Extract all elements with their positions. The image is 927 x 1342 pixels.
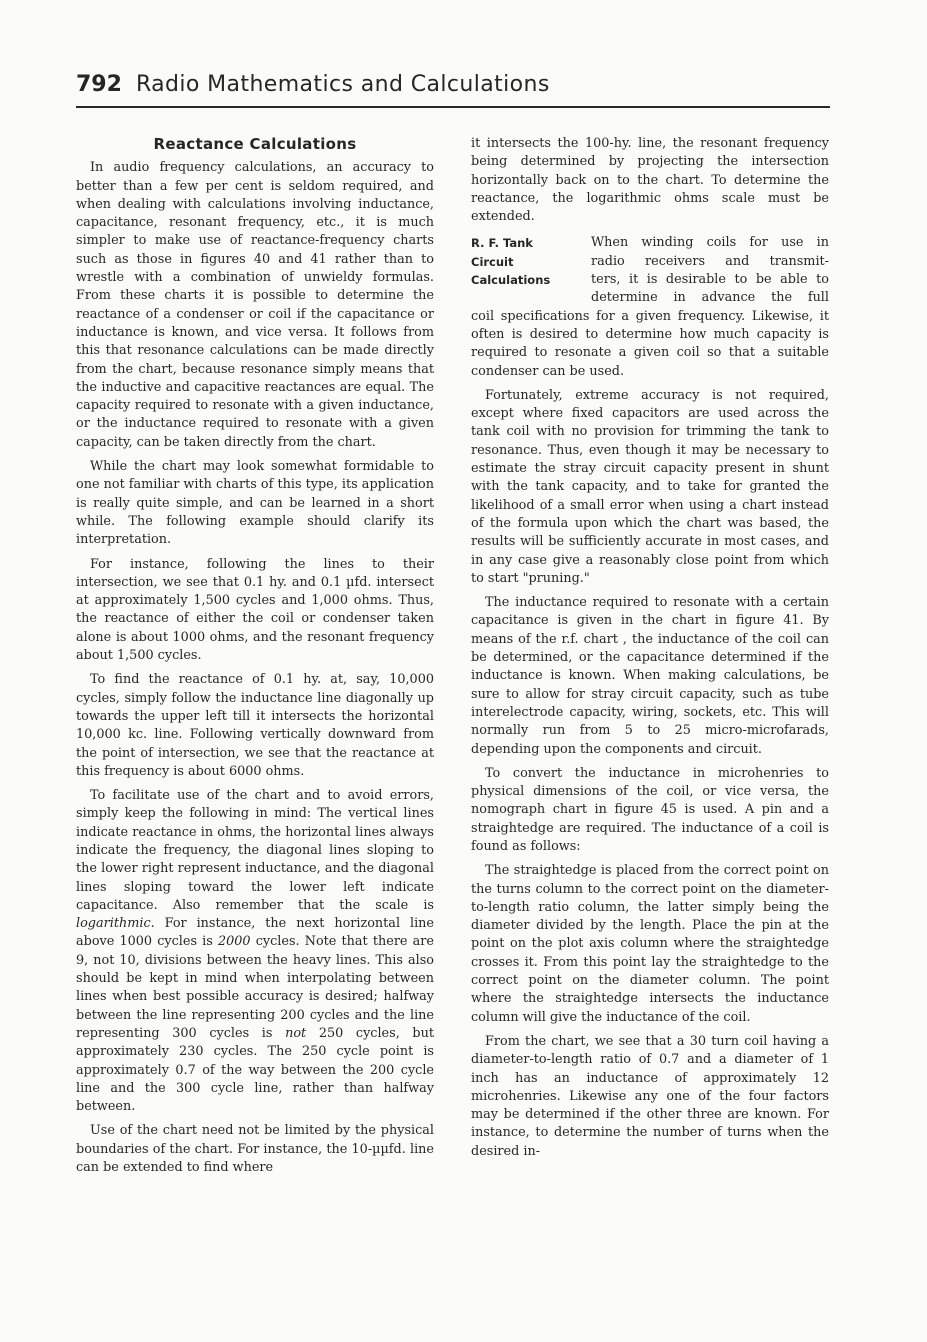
- italic-text: 2000: [218, 934, 251, 950]
- side-text-line: radio receivers and transmit-: [591, 253, 829, 269]
- paragraph: coil specifications for a given frequency. Likewise, it often is desired to determine how much capacity is required to resonate a given coil so that a suitable condenser can be used.: [471, 308, 829, 379]
- text-run: . For instance, the next horizontal line above 1000 cycles is: [76, 916, 434, 950]
- side-text-line: When winding coils for use in: [591, 235, 829, 251]
- paragraph: [76, 787, 434, 1116]
- paragraph: For instance, following the lines to their intersection, we see that 0.1 hy. and 0.1 µfd. intersect at approximately 1,500 cycles and 1,000 ohms. Thus, the reactance of either the coil or condenser taken alone is about 1000 ohms, and the resonant frequency about 1,500 cycles.: [76, 556, 434, 664]
- right-column: [471, 135, 829, 1167]
- paragraph: The inductance required to resonate with a certain capacitance is given in the chart in figure 41. By means of the r.f. chart , the inductance of the coil can be determined, or the capacitance determined if the inductance is known. When making calculations, be sure to allow for stray circuit capacity, such as tube interelectrode capacity, wiring, sockets, etc. This will normally run from 5 to 25 micro-microfarads, depending upon the components and circuit.: [471, 595, 829, 757]
- side-text: [591, 234, 829, 307]
- side-text-line: determine in advance the full: [591, 290, 829, 306]
- running-header: [76, 68, 830, 102]
- paragraph: Use of the chart need not be limited by the physical boundaries of the chart. For instance, the 10-µµfd. line can be extended to find where: [76, 1123, 434, 1176]
- italic-text: not: [285, 1025, 307, 1041]
- paragraph: To convert the inductance in microhenries to physical dimensions of the coil, or vice versa, the nomograph chart in figure 45 is used. A pin and a straightedge are required. The inductance of a coil is found as follows:: [471, 765, 829, 854]
- chapter-title: Radio Mathematics and Calculations: [135, 72, 550, 97]
- section-heading-reactance: Reactance Calculations: [153, 135, 357, 153]
- rf-tank-section: [471, 234, 829, 380]
- text-run: 250 cycles, but approximately 230 cycles. The 250 cycle point is approximately 0.7 of the way between the 200 cycle line and the 300 cycle line, rather than halfway between.: [76, 1025, 434, 1115]
- paragraph: From the chart, we see that a 30 turn coil having a diameter-to-length ratio of 0.7 and a diameter of 1 inch has an inductance of approximately 12 microhenries. Likewise any one of the four factors may be determined if the other three are known. For instance, to determine the number of turns when the desired in-: [471, 1033, 829, 1159]
- text-run: To facilitate use of the chart and to avoid errors, simply keep the following in mind: The vertical lines indicate reactance in ohms, the horizontal lines always indicate the frequency, the diagonal lines sloping to the lower right represent inductance, and the diagonal lines sloping toward the lower left indicate capacitance. Also remember that the scale is: [76, 788, 434, 913]
- paragraph: The straightedge is placed from the correct point on the turns column to the correct point on the diameter-to-length ratio column, the latter simply being the diameter divided by the length. Place the pin at the point on the plot axis column where the straightedge crosses it. From this point lay the straightedge to the correct point on the diameter column. The point where the straightedge intersects the inductance column will give the inductance of the coil.: [471, 863, 829, 1025]
- italic-text: logarithmic: [76, 916, 151, 932]
- page-number: 792: [76, 72, 122, 97]
- header-rule: [76, 106, 830, 108]
- paragraph: it intersects the 100-hy. line, the resonant frequency being determined by projecting the intersection horizontally back on to the chart. To determine the reactance, the logarithmic ohms scale must be extended.: [471, 136, 829, 225]
- paragraph: In audio frequency calculations, an accuracy to better than a few per cent is seldom required, and when dealing with calculations involving inductance, capacitance, resonant frequency, etc., it is much simpler to make use of reactance-frequency charts such as those in figures 40 and 41 rather than to wrestle with a combination of unwieldy formulas. From these charts it is possible to determine the reactance of a condenser or coil if the capacitance or inductance is known, and vice versa. It follows from this that resonance calculations can be made directly from the chart, because resonance simply means that the inductive and capacitive reactances are equal. The capacity required to resonate with a given inductance, or the inductance required to resonate with a given capacity, can be taken directly from the chart.: [76, 160, 434, 450]
- paragraph: While the chart may look somewhat formidable to one not familiar with charts of this type, its application is really quite simple, and can be learned in a short while. The following example should clarify its interpretation.: [76, 459, 434, 548]
- side-heading-line: R. F. Tank: [471, 236, 533, 251]
- side-text-line: ters, it is desirable to be able to: [591, 272, 829, 288]
- paragraph: To find the reactance of 0.1 hy. at, say, 10,000 cycles, simply follow the inductance line diagonally up towards the upper left till it intersects the horizontal 10,000 kc. line. Following vertically downward from the point of intersection, we see that the reactance at this frequency is about 6000 ohms.: [76, 672, 434, 779]
- side-heading-line: Circuit: [471, 254, 514, 269]
- text-run: cycles. Note that there are 9, not 10, divisions between the heavy lines. This also should be kept in mind when interpolating between lines when best possible accuracy is desired; halfway between the line representing 200 cycles and the line representing 300 cycles is: [76, 934, 434, 1041]
- left-column: [76, 135, 434, 1183]
- side-heading-line: Calculations: [471, 273, 551, 288]
- side-heading-rf-tank: [471, 234, 583, 289]
- paragraph: Fortunately, extreme accuracy is not required, except where fixed capacitors are used across the tank coil with no provision for trimming the tank to resonance. Thus, even though it may be necessary to estimate the stray circuit capacity present in shunt with the tank capacity, and to take for granted the likelihood of a small error when using a chart instead of the formula upon which the chart was based, the results will be sufficiently accurate in most cases, and in any case give a reasonably close point from which to start "pruning.": [471, 387, 829, 586]
